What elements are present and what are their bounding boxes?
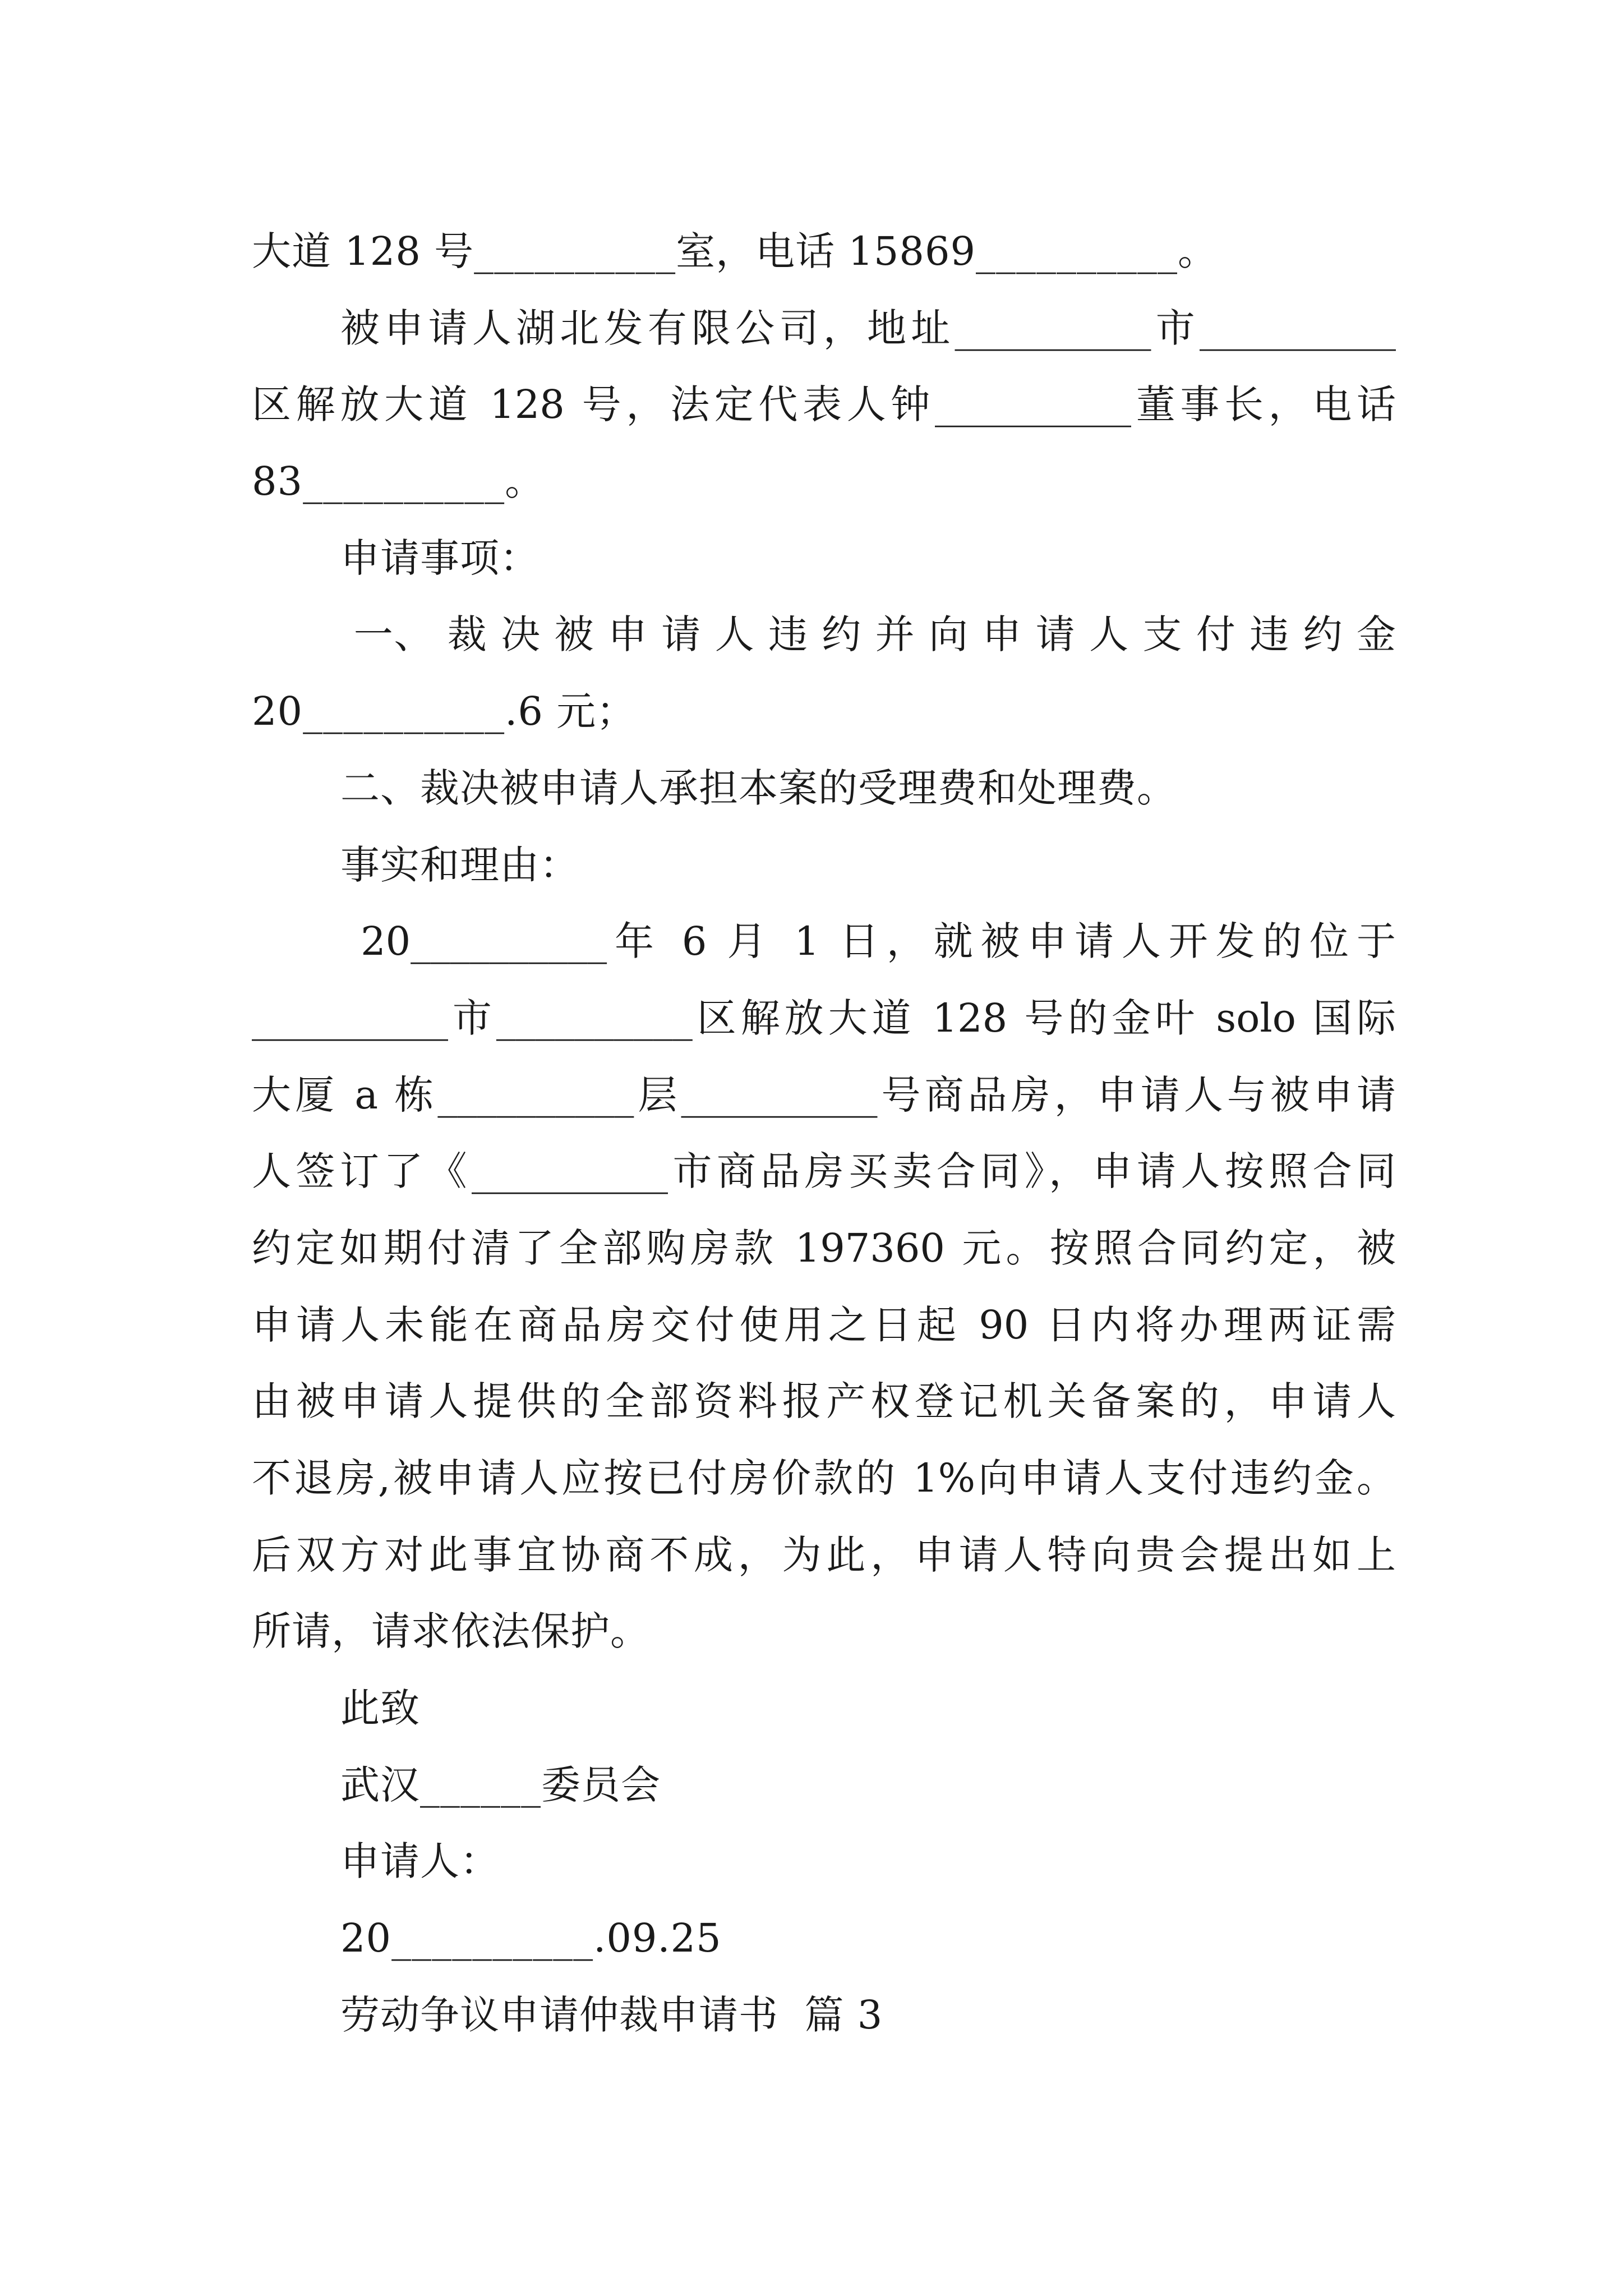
text-line: 83__________。 [252, 458, 545, 505]
text-line: 大厦 a 栋__________层__________号商品房，申请人与被申请 [252, 1071, 1396, 1118]
text-line: 20__________年 6 月 1 日，就被申请人开发的位于 [340, 918, 1396, 965]
text-line: 区解放大道 128 号，法定代表人钟__________董事长，电话 [252, 381, 1396, 428]
text-line: 大道 128 号__________室，电话 15869__________。 [252, 228, 1218, 274]
text-line: 二、裁决被申请人承担本案的受理费和处理费。 [340, 765, 1177, 811]
text-line: 人签订了《__________市商品房买卖合同》，申请人按照合同 [252, 1148, 1396, 1195]
text-line: 申请人未能在商品房交付使用之日起 90 日内将办理两证需 [252, 1301, 1396, 1348]
section-heading: 申请事项： [340, 535, 540, 581]
document-body [252, 213, 1396, 2054]
text-line: 被申请人湖北发有限公司，地址__________市__________ [340, 305, 1396, 351]
text-line: __________市__________区解放大道 128 号的金叶 solo 国际 [252, 995, 1396, 1041]
next-section-title: 劳动争议申请仲裁申请书 篇 3 [340, 1991, 883, 2038]
text-line: 20__________.6 元； [252, 688, 637, 735]
text-line: 不退房,被申请人应按已付房价款的 1%向申请人支付违约金。 [252, 1455, 1396, 1501]
text-line: 一、 裁 决 被 申 请 人 违 约 并 向 申 请 人 支 付 违 约 金 [340, 611, 1396, 658]
text-line: 后双方对此事宜协商不成，为此，申请人特向贵会提出如上 [252, 1531, 1396, 1578]
applicant-signature-line: 申请人： [340, 1838, 500, 1885]
addressee-line: 武汉______委员会 [340, 1761, 661, 1808]
section-heading: 事实和理由： [340, 841, 579, 888]
text-line: 所请，请求依法保护。 [252, 1608, 650, 1655]
date-line: 20__________.09.25 [340, 1915, 722, 1962]
text-line: 约定如期付清了全部购房款 197360 元。按照合同约定，被 [252, 1225, 1396, 1271]
closing-line: 此致 [340, 1685, 420, 1732]
text-line: 由被申请人提供的全部资料报产权登记机关备案的，申请人 [252, 1378, 1396, 1425]
